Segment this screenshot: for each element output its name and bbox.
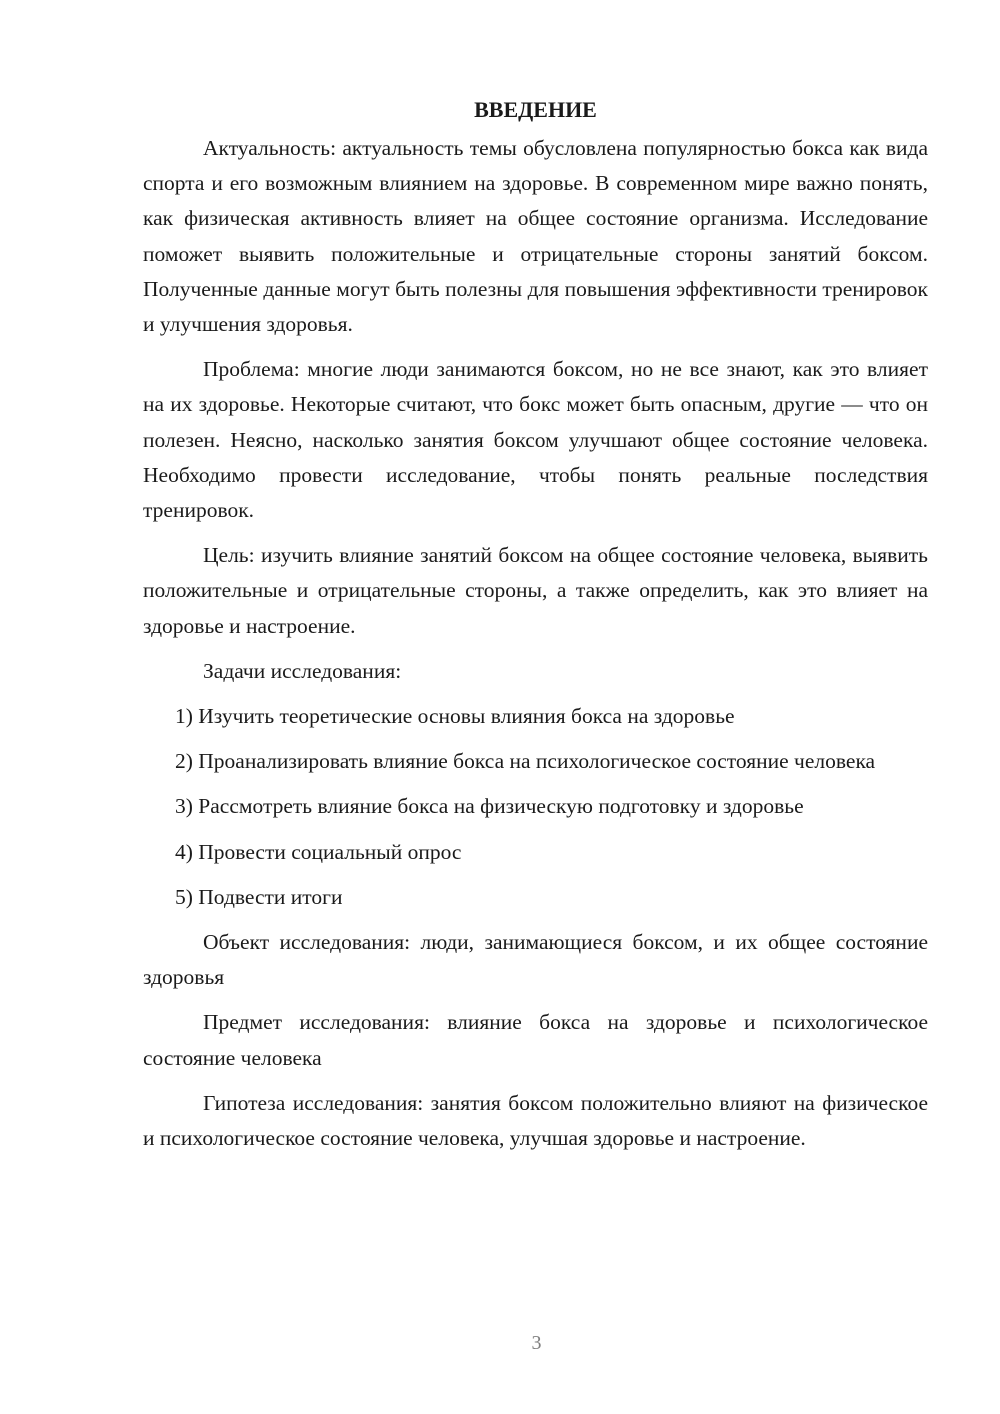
tasks-list — [143, 699, 928, 915]
page-title: ВВЕДЕНИЕ — [474, 97, 597, 122]
paragraph-hypothesis: Гипотеза исследования: занятия боксом положительно влияют на физическое и психологическое состояние человека, улучшая здоровье и настроение. — [143, 1090, 928, 1151]
paragraph-goal: Цель: изучить влияние занятий боксом на общее состояние человека, выявить положительные и отрицательные стороны, а также определить, как это влияет на здоровье и настроение. — [143, 543, 928, 638]
paragraph-subject: Предмет исследования: влияние бокса на здоровье и психологическое состояние человека — [143, 1010, 928, 1070]
task-item: 2) Проанализировать влияние бокса на психологическое состояние человека — [175, 749, 876, 774]
paragraph-problem: Проблема: многие люди занимаются боксом, но не все знают, как это влияет на их здоровье. Некоторые считают, что бокс может быть опасным, другие — что он полезен. Неясно, насколько занятия боксом улучшают общее состояние человека. Необходимо провести исследование, чтобы понять реальные последствия тренировок. — [143, 357, 928, 523]
task-item: 1) Изучить теоретические основы влияния бокса на здоровье — [175, 704, 735, 729]
task-item: 3) Рассмотреть влияние бокса на физическую подготовку и здоровье — [175, 794, 804, 819]
tasks-label: Задачи исследования: — [203, 658, 402, 683]
task-item: 5) Подвести итоги — [175, 884, 343, 909]
task-item: 4) Провести социальный опрос — [175, 839, 462, 864]
page-number: 3 — [531, 1332, 542, 1354]
paragraph-relevance: Актуальность: актуальность темы обусловлена популярностью бокса как вида спорта и его возможным влиянием на здоровье. В современном мире важно понять, как физическая активность влияет на общее состояние организма. Исследование поможет выявить положительные и отрицательные стороны занятий боксом. Полученные данные могут быть полезны для повышения эффективности тренировок и улучшения здоровья. — [143, 136, 928, 337]
paragraph-object: Объект исследования: люди, занимающиеся боксом, и их общее состояние здоровья — [143, 930, 928, 990]
document-body — [143, 92, 928, 1166]
